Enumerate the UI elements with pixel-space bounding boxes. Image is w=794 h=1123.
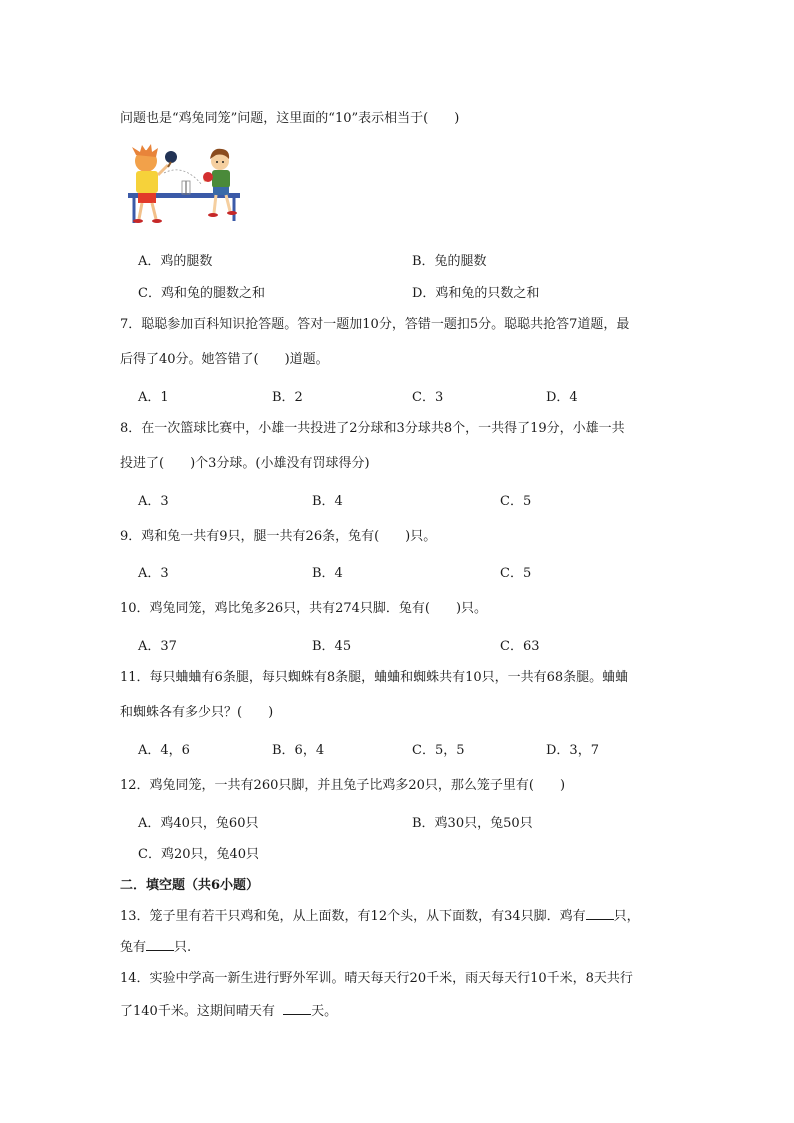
q6-option-a[interactable]: A．鸡的腿数 <box>138 254 213 269</box>
q11-option-c[interactable]: C．5，5 <box>412 743 465 758</box>
q13-text-d: 只. <box>174 940 192 955</box>
q13-line2 <box>120 936 191 955</box>
q13-line1 <box>120 905 640 924</box>
q7-option-a[interactable]: A．1 <box>138 390 169 405</box>
q10-option-c[interactable]: C．63 <box>500 639 540 654</box>
q8-option-c[interactable]: C．5 <box>500 494 532 509</box>
q8-line2: 投进了( )个3分球。(小雄没有罚球得分) <box>120 456 370 471</box>
q14-line2 <box>120 1000 337 1019</box>
q7-line1: 7．聪聪参加百科知识抢答题。答对一题加10分，答错一题扣5分。聪聪共抢答7道题，最 <box>120 317 630 332</box>
q9-option-b[interactable]: B．4 <box>312 566 343 581</box>
q6-option-b[interactable]: B．兔的腿数 <box>412 254 487 269</box>
ping-pong-players-image <box>124 143 256 225</box>
q13-text-c: 兔有 <box>120 940 147 955</box>
q11-line2: 和蜘蛛各有多少只？( ) <box>120 705 274 720</box>
q11-option-d[interactable]: D．3，7 <box>546 743 599 758</box>
q9-option-c[interactable]: C．5 <box>500 566 532 581</box>
q7-option-d[interactable]: D．4 <box>546 390 578 405</box>
q10-option-a[interactable]: A．37 <box>138 639 177 654</box>
q13-blank-chicken[interactable] <box>586 907 614 920</box>
q14-text-b: 天。 <box>311 1004 338 1019</box>
q8-option-b[interactable]: B．4 <box>312 494 343 509</box>
q14-blank-sunny-days[interactable] <box>283 1002 311 1015</box>
q14-text-a: 了140千米。这期间晴天有 <box>120 1004 275 1019</box>
q9-option-a[interactable]: A．3 <box>138 566 169 581</box>
q6-option-d[interactable]: D．鸡和兔的只数之和 <box>412 286 540 301</box>
section-heading-fill-in: 二．填空题（共6小题） <box>120 878 260 893</box>
q7-option-b[interactable]: B．2 <box>272 390 303 405</box>
q7-option-c[interactable]: C．3 <box>412 390 444 405</box>
q13-text-b: 只， <box>613 909 640 924</box>
q9-line1: 9．鸡和兔一共有9只，腿一共有26条，兔有( )只。 <box>120 529 437 544</box>
q10-line1: 10．鸡兔同笼，鸡比兔多26只，共有274只脚．兔有( )只。 <box>120 601 488 616</box>
q8-option-a[interactable]: A．3 <box>138 494 169 509</box>
q11-option-b[interactable]: B．6，4 <box>272 743 325 758</box>
q13-blank-rabbit[interactable] <box>146 938 174 951</box>
q11-option-a[interactable]: A．4，6 <box>138 743 190 758</box>
q12-option-a[interactable]: A．鸡40只，兔60只 <box>138 816 259 831</box>
q14-line1: 14．实验中学高一新生进行野外军训。晴天每天行20千米，雨天每天行10千米，8天共行 <box>120 971 633 986</box>
q12-line1: 12．鸡兔同笼，一共有260只脚，并且兔子比鸡多20只，那么笼子里有( ) <box>120 778 566 793</box>
q12-option-b[interactable]: B．鸡30只，兔50只 <box>412 816 533 831</box>
q13-text-a: 13．笼子里有若干只鸡和兔，从上面数，有12个头，从下面数，有34只脚．鸡有 <box>120 909 586 924</box>
q10-option-b[interactable]: B．45 <box>312 639 352 654</box>
q6-option-c[interactable]: C．鸡和兔的腿数之和 <box>138 286 265 301</box>
q7-line2: 后得了40分。她答错了( )道题。 <box>120 352 329 367</box>
q12-option-c[interactable]: C．鸡20只，兔40只 <box>138 847 260 862</box>
q11-line1: 11．每只蛐蛐有6条腿，每只蜘蛛有8条腿，蛐蛐和蜘蛛共有10只，一共有68条腿。蛐蛐 <box>120 670 629 685</box>
q8-line1: 8．在一次篮球比赛中，小雄一共投进了2分球和3分球共8个，一共得了19分，小雄一共 <box>120 421 625 436</box>
q6-text: 问题也是“鸡兔同笼”问题，这里面的“10”表示相当于( ) <box>120 111 460 126</box>
